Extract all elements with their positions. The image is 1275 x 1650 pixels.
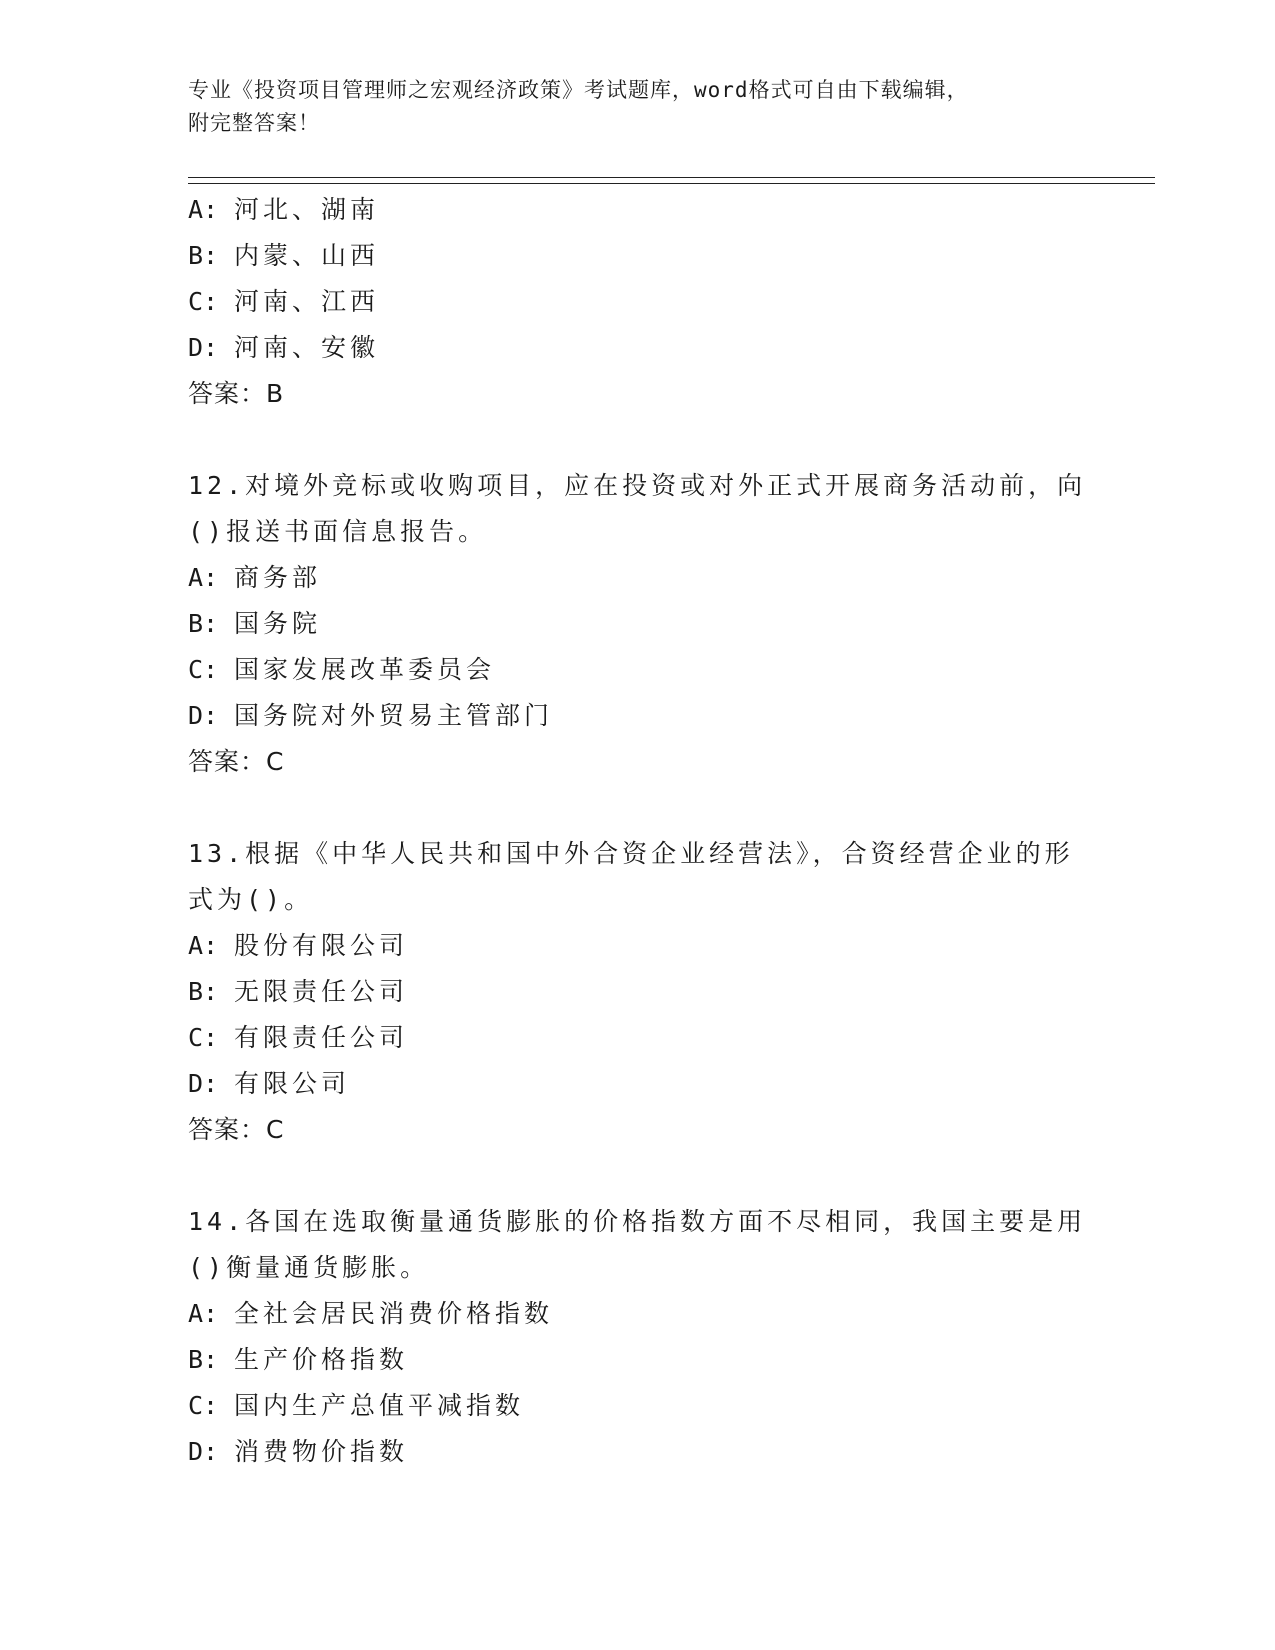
option-b [188,969,1088,1015]
option-d [188,325,1088,371]
option-b [188,1337,1088,1383]
option-text: 全社会居民消费价格指数 [234,1299,554,1328]
option-text: 国务院 [234,609,322,638]
question-text-line-2: ()报送书面信息报告。 [188,517,488,546]
option-text: 股份有限公司 [234,931,409,960]
option-text: 河北、湖南 [234,195,380,224]
answer-line: 答案：C [188,747,285,776]
option-text: 国内生产总值平减指数 [234,1391,525,1420]
option-letter: A: [188,1299,219,1328]
option-letter: C: [188,287,219,316]
option-c [188,279,1088,325]
spacer [188,417,1088,463]
option-text: 国务院对外贸易主管部门 [234,701,554,730]
option-letter: B: [188,1345,219,1374]
option-d [188,1429,1088,1475]
question-text-line-2: ()衡量通货膨胀。 [188,1253,430,1282]
question-text-line-1: 14.各国在选取衡量通货膨胀的价格指数方面不尽相同，我国主要是用 [188,1207,1087,1236]
option-text: 河南、安徽 [234,333,380,362]
option-letter: D: [188,333,219,362]
option-letter: B: [188,241,219,270]
question-text-line-1: 13.根据《中华人民共和国中外合资企业经营法》，合资经营企业的形 [188,839,1074,868]
answer-line: 答案：B [188,379,285,408]
option-letter: D: [188,701,219,730]
option-letter: A: [188,931,219,960]
option-text: 有限公司 [234,1069,351,1098]
option-d [188,1061,1088,1107]
option-letter: B: [188,609,219,638]
option-letter: A: [188,563,219,592]
document-header [188,74,1068,140]
header-divider-bottom [188,183,1155,184]
option-letter: C: [188,1023,219,1052]
option-text: 河南、江西 [234,287,380,316]
option-text: 消费物价指数 [234,1437,409,1466]
option-d [188,693,1088,739]
option-c [188,647,1088,693]
option-c [188,1383,1088,1429]
header-line-2: 附完整答案！ [188,111,320,135]
question-text-line-1: 12.对境外竞标或收购项目，应在投资或对外正式开展商务活动前，向 [188,471,1087,500]
question-12 [188,463,1088,785]
option-letter: D: [188,1069,219,1098]
spacer [188,785,1088,831]
option-a [188,555,1088,601]
question-text-line-2: 式为()。 [188,885,314,914]
spacer [188,1153,1088,1199]
option-text: 商务部 [234,563,322,592]
option-a [188,923,1088,969]
option-b [188,601,1088,647]
option-letter: B: [188,977,219,1006]
option-letter: A: [188,195,219,224]
option-text: 有限责任公司 [234,1023,409,1052]
option-letter: D: [188,1437,219,1466]
option-text: 无限责任公司 [234,977,409,1006]
question-11 [188,187,1088,417]
question-content [188,187,1088,1475]
option-a [188,187,1088,233]
option-c [188,1015,1088,1061]
option-text: 国家发展改革委员会 [234,655,496,684]
header-line-1: 专业《投资项目管理师之宏观经济政策》考试题库，word格式可自由下载编辑， [188,78,969,102]
option-a [188,1291,1088,1337]
option-text: 生产价格指数 [234,1345,409,1374]
answer-line: 答案：C [188,1115,285,1144]
option-b [188,233,1088,279]
option-text: 内蒙、山西 [234,241,380,270]
question-14 [188,1199,1088,1475]
option-letter: C: [188,655,219,684]
option-letter: C: [188,1391,219,1420]
header-divider-top [188,177,1155,178]
question-13 [188,831,1088,1153]
